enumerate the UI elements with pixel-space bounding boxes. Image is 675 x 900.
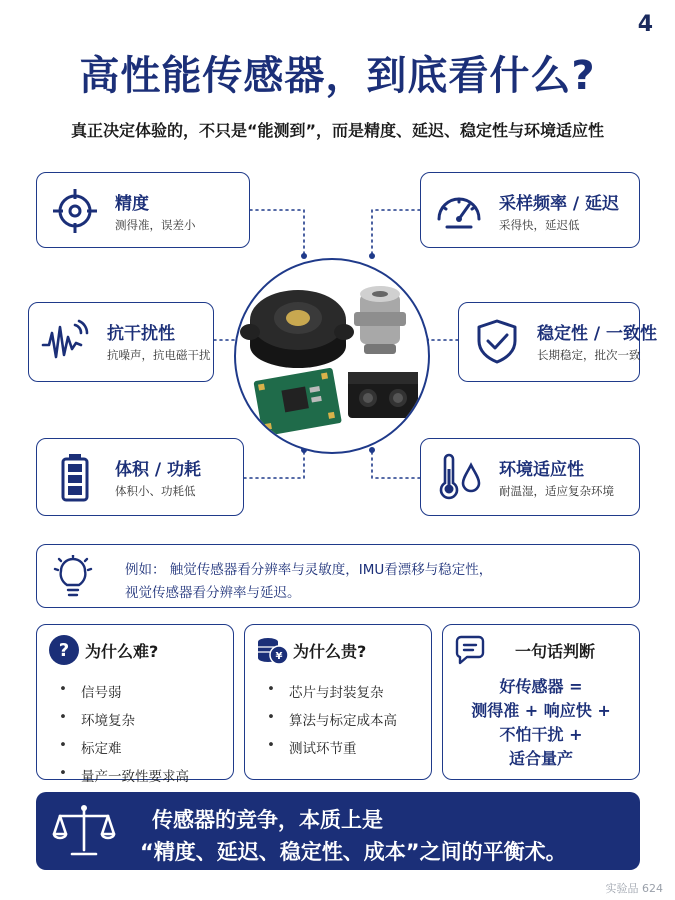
page-title: 高性能传感器，到底看什么? — [79, 53, 596, 99]
tof-sensor — [348, 372, 418, 418]
verdict-line: 测得准 + 响应快 + — [471, 701, 611, 720]
banner-line-1: 传感器的竞争，本质上是 — [152, 808, 383, 832]
conclusion-banner — [36, 792, 640, 870]
why-hard-title: 为什么难? — [85, 642, 159, 661]
why-expensive-card — [244, 624, 432, 780]
balance-scale-icon — [52, 802, 116, 860]
feature-title: 采样频率 / 延迟 — [499, 194, 620, 214]
page-subtitle: 真正决定体验的，不只是“能测到”，而是精度、延迟、稳定性与环境适应性 — [70, 121, 605, 140]
speedometer-icon — [433, 185, 485, 237]
chat-bubble-icon — [453, 633, 487, 667]
feature-card-environment — [420, 438, 640, 516]
metal-sensor — [354, 286, 406, 354]
battery-icon — [49, 451, 101, 503]
crosshair-icon — [49, 185, 101, 237]
example-line-2: 视觉传感器看分辨率与延迟。 — [125, 585, 301, 601]
verdict-line: 好传感器 = — [499, 677, 583, 696]
feature-desc: 长期稳定，批次一致 — [537, 348, 641, 362]
list-item: • 测试环节重 — [267, 737, 397, 757]
why-expensive-title: 为什么贵? — [293, 642, 367, 661]
watermark: 实验品 624 — [605, 882, 663, 895]
feature-desc: 耐温湿，适应复杂环境 — [499, 484, 614, 498]
list-item: • 量产一致性要求高 — [59, 765, 189, 785]
question-icon — [47, 633, 81, 667]
feature-title: 稳定性 / 一致性 — [537, 324, 658, 344]
list-item: • 芯片与封装复杂 — [267, 681, 397, 701]
feature-desc: 采得快，延迟低 — [499, 218, 580, 232]
coins-icon — [255, 633, 289, 667]
feature-desc: 抗噪声，抗电磁干扰 — [107, 348, 211, 362]
svg-text:¥: ¥ — [275, 651, 283, 662]
imu-board — [253, 368, 342, 437]
svg-text:?: ? — [58, 640, 70, 661]
feature-card-anti-interference — [28, 302, 214, 382]
feature-card-sampling — [420, 172, 640, 248]
feature-title: 抗干扰性 — [107, 324, 175, 344]
lightbulb-icon — [53, 555, 93, 599]
example-box — [36, 544, 640, 608]
verdict-line: 适合量产 — [508, 749, 573, 768]
feature-desc: 体积小、功耗低 — [115, 484, 196, 498]
list-item: • 标定难 — [59, 737, 189, 757]
verdict-title: 一句话判断 — [515, 642, 596, 661]
signal-wave-icon — [41, 315, 93, 367]
verdict-line: 不怕干扰 + — [499, 725, 583, 744]
banner-line-2: “精度、延迟、稳定性、成本”之间的平衡术。 — [140, 840, 567, 864]
feature-card-stability — [458, 302, 658, 382]
feature-desc: 测得准，误差小 — [115, 218, 196, 232]
feature-title: 体积 / 功耗 — [115, 460, 202, 480]
verdict-card — [442, 624, 640, 780]
list-item: • 环境复杂 — [59, 709, 189, 729]
feature-card-size-power — [36, 438, 244, 516]
list-item: • 算法与标定成本高 — [267, 709, 397, 729]
why-hard-card — [36, 624, 234, 785]
feature-title: 精度 — [115, 194, 149, 214]
page-number: 4 — [637, 12, 653, 37]
shield-check-icon — [471, 315, 523, 367]
example-line-1: 例如： 触觉传感器看分辨率与灵敏度，IMU看漂移与稳定性， — [125, 562, 493, 578]
list-item: • 信号弱 — [59, 681, 189, 701]
sensor-products-image — [234, 258, 430, 454]
feature-title: 环境适应性 — [499, 460, 584, 480]
puck-sensor — [240, 290, 354, 368]
thermometer-drop-icon — [433, 451, 485, 503]
feature-card-precision — [36, 172, 250, 248]
